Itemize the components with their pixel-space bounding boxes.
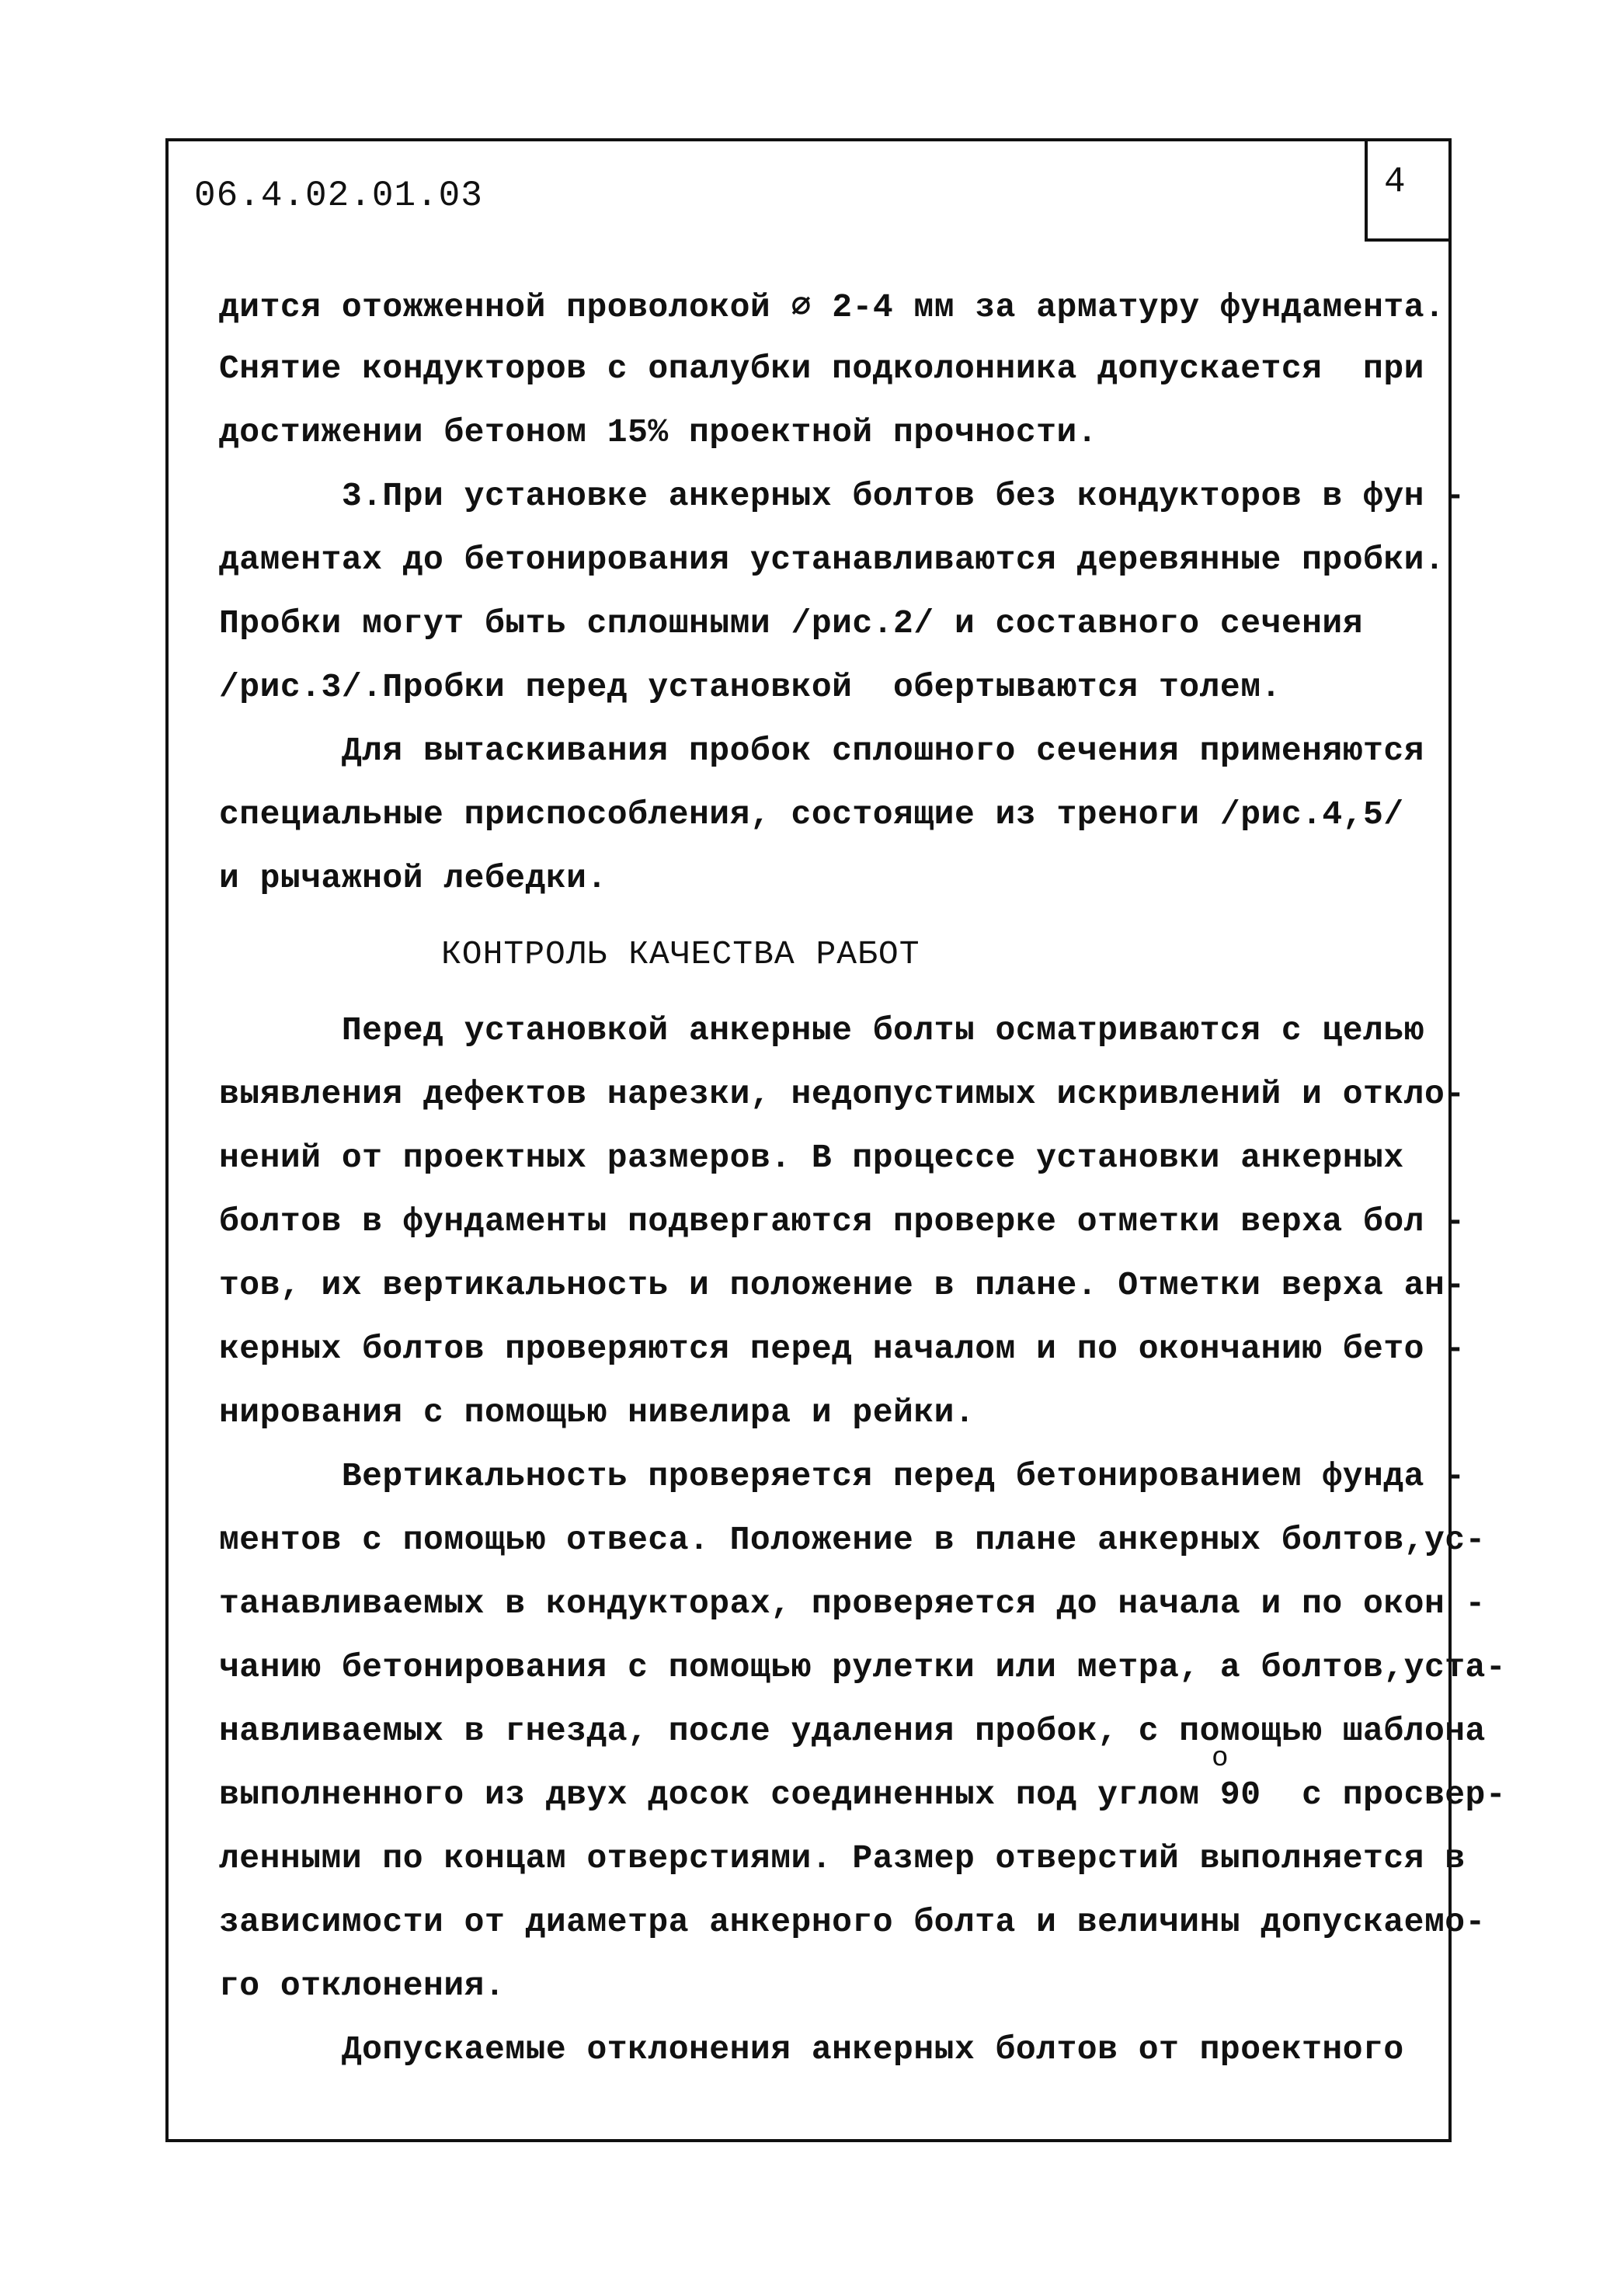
text-line: Пробки могут быть сплошными /рис.2/ и составного сечения: [219, 604, 1364, 642]
text-line: Допускаемые отклонения анкерных болтов от проектного: [219, 2030, 1404, 2068]
text-line: тов, их вертикальность и положение в плане. Отметки верха ан-: [219, 1266, 1466, 1304]
text-line: выполненного из двух досок соединенных под углом 90 с просвер-: [219, 1776, 1507, 1814]
page-number: 4: [1384, 162, 1406, 202]
text-line: ментов с помощью отвеса. Положение в плане анкерных болтов,ус-: [219, 1521, 1486, 1559]
document-id: 06.4.02.01.03: [194, 176, 483, 216]
page-number-box: [1365, 138, 1452, 242]
text-line: чанию бетонирования с помощью рулетки или метра, а болтов,уста-: [219, 1648, 1507, 1686]
text-line: 3.При установке анкерных болтов без кондукторов в фун -: [219, 477, 1466, 515]
text-line: /рис.3/.Пробки перед установкой обертываются толем.: [219, 668, 1281, 706]
text-line: Перед установкой анкерные болты осматриваются с целью: [219, 1011, 1424, 1049]
text-line: Вертикальность проверяется перед бетонированием фунда -: [219, 1457, 1466, 1495]
text-line: специальные приспособления, состоящие из треноги /рис.4,5/: [219, 795, 1404, 833]
text-line: го отклонения.: [219, 1967, 506, 2005]
text-line: Для вытаскивания пробок сплошного сечения применяются: [219, 732, 1424, 770]
text-line: болтов в фундаменты подвергаются проверке отметки верха бол -: [219, 1202, 1466, 1240]
text-line: дится отожженной проволокой ∅ 2-4 мм за арматуру фундамента.: [219, 288, 1445, 326]
text-line: выявления дефектов нарезки, недопустимых искривлений и откло-: [219, 1075, 1466, 1113]
text-line: керных болтов проверяются перед началом и по окончанию бето -: [219, 1330, 1466, 1368]
text-line: навливаемых в гнезда, после удаления пробок, с помощью шаблона: [219, 1712, 1486, 1750]
text-line: даментах до бетонирования устанавливаются деревянные пробки.: [219, 541, 1445, 579]
degree-mark: o: [1212, 1742, 1229, 1774]
text-line: нирования с помощью нивелира и рейки.: [219, 1393, 975, 1431]
section-heading: КОНТРОЛЬ КАЧЕСТВА РАБОТ: [441, 935, 920, 973]
text-line: нений от проектных размеров. В процессе установки анкерных: [219, 1139, 1404, 1177]
text-line: ленными по концам отверстиями. Размер отверстий выполняется в: [219, 1839, 1466, 1877]
text-line: зависимости от диаметра анкерного болта и величины допускаемо-: [219, 1903, 1486, 1941]
text-line: танавливаемых в кондукторах, проверяется до начала и по окон -: [219, 1584, 1486, 1623]
text-line: и рычажной лебедки.: [219, 859, 607, 897]
text-line: достижении бетоном 15% проектной прочности.: [219, 413, 1098, 451]
text-line: Снятие кондукторов с опалубки подколонника допускается при: [219, 350, 1424, 388]
